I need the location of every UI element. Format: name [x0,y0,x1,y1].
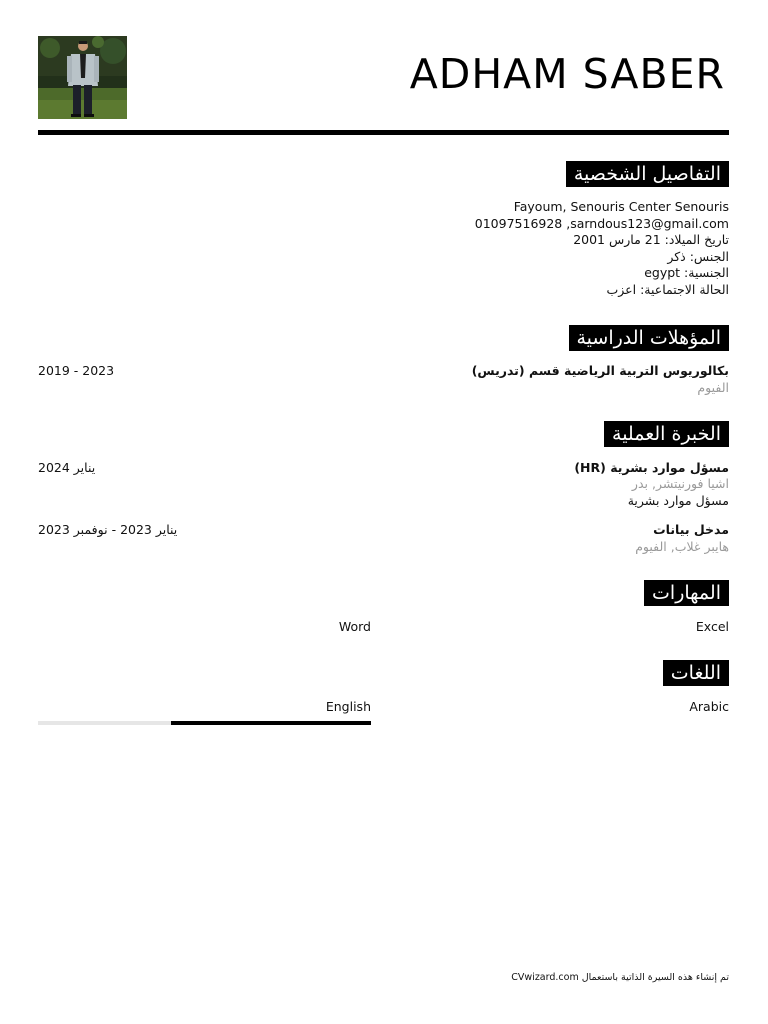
skill-item: Word [338,619,371,634]
job-company: هايبر غلاب, الفيوم [635,539,729,554]
birthdate-line: تاريخ الميلاد: 21 مارس 2001 [573,232,729,247]
job-title: مدخل بيانات [653,522,729,537]
job-description: مسؤل موارد بشرية [627,493,729,508]
language-item: English [325,699,371,714]
education-place: الفيوم [697,380,729,395]
education-degree: بكالوريوس التربية الرياضية قسم (تدريس) [471,363,729,378]
address-line: Fayoum, Senouris Center Senouris [513,199,729,214]
language-item: Arabic [689,699,729,714]
languages-heading: اللغات [663,660,729,686]
education-dates: 2019 - 2023 [38,363,115,378]
contact-line: 01097516928 ,sarndous123@gmail.com [474,215,729,231]
footer-credit: تم إنشاء هذه السيرة الذاتية باستعمال CVwizard.com [511,972,729,983]
skills-heading: المهارات [644,580,729,606]
language-level-bar [38,721,371,725]
marital-status-line: الحالة الاجتماعية: اعزب [606,281,729,297]
job-title: مسؤل موارد بشرية (HR) [574,460,729,475]
gender-line: الجنس: ذكر [667,248,729,264]
job-dates: يناير 2023 - نوفمبر 2023 [38,522,178,537]
personal-details-heading: التفاصيل الشخصية [566,161,729,187]
profile-photo [38,36,127,119]
skill-item: Excel [695,619,729,634]
job-dates: يناير 2024 [38,460,96,475]
candidate-name: ADHAM SABER [409,50,725,98]
language-level-fill [171,721,371,725]
experience-heading: الخبرة العملية [604,421,729,447]
nationality-line: الجنسية: egypt [644,265,729,280]
header-divider [38,130,729,135]
education-heading: المؤهلات الدراسية [569,325,730,351]
job-company: اشيا فورنيتشر, بدر [631,476,729,491]
personal-details-list [475,199,729,298]
